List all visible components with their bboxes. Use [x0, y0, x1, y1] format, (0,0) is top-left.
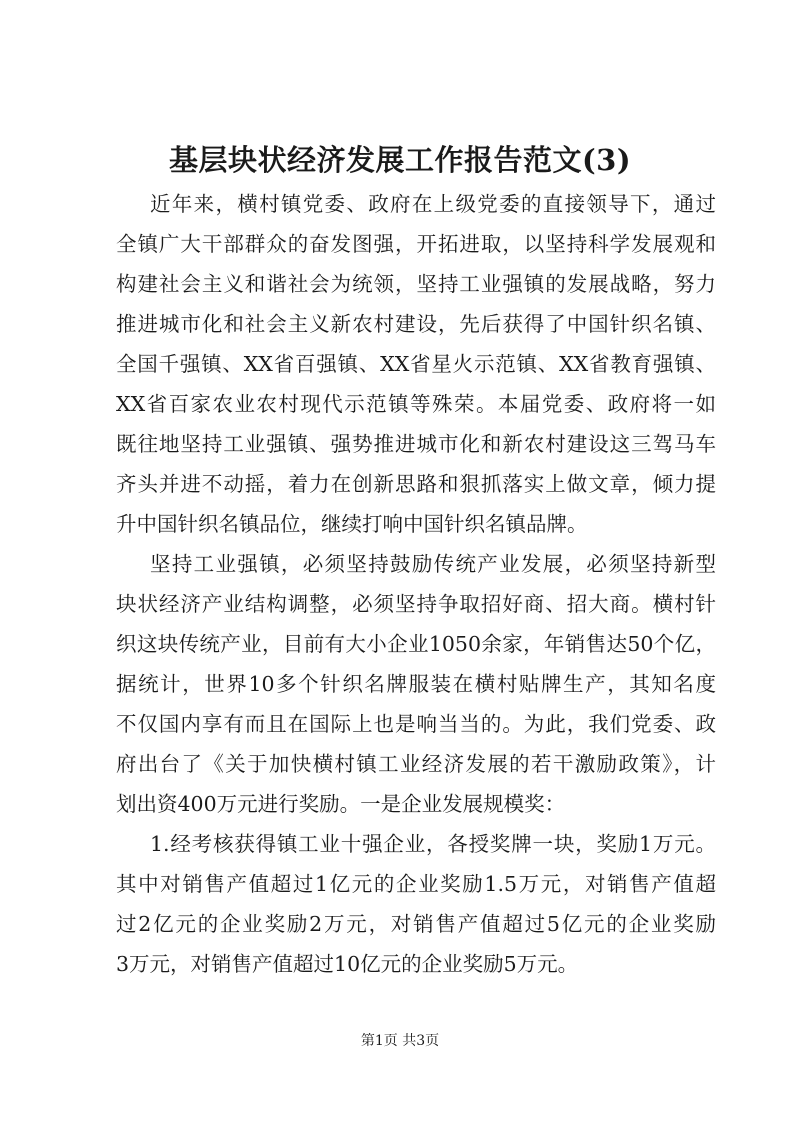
paragraph-2-line-1: 坚持工业强镇，必须坚持鼓励传统产业发展，必须坚持新型 [150, 552, 716, 576]
paragraph-1-line-5: 全国千强镇、XX省百强镇、XX省星火示范镇、XX省教育强镇、 [116, 352, 716, 376]
paragraph-2-line-3: 织这块传统产业，目前有大小企业1050余家，年销售达50个亿， [116, 632, 716, 656]
paragraph-1-line-9: 升中国针织名镇品位，继续打响中国针织名镇品牌。 [116, 512, 588, 536]
paragraph-1-line-1: 近年来，横村镇党委、政府在上级党委的直接领导下，通过 [150, 192, 716, 216]
paragraph-1-line-3: 构建社会主义和谐社会为统领，坚持工业强镇的发展战略，努力 [116, 272, 716, 296]
page-number-footer: 第1页 共3页 [360, 1033, 440, 1049]
paragraph-2-line-2: 块状经济产业结构调整，必须坚持争取招好商、招大商。横村针 [116, 592, 716, 616]
paragraph-3-line-4: 3万元，对销售产值超过10亿元的企业奖励5万元。 [116, 952, 579, 976]
paragraph-3-line-1: 1.经考核获得镇工业十强企业，各授奖牌一块，奖励1万元。 [150, 832, 716, 856]
paragraph-1-line-8: 齐头并进不动摇，着力在创新思路和狠抓落实上做文章，倾力提 [116, 472, 716, 496]
paragraph-2-line-5: 不仅国内享有而且在国际上也是响当当的。为此，我们党委、政 [116, 712, 716, 736]
paragraph-2-line-4: 据统计，世界10多个针织名牌服装在横村贴牌生产，其知名度 [116, 672, 716, 696]
paragraph-2-line-6: 府出台了《关于加快横村镇工业经济发展的若干激励政策》，计 [116, 752, 716, 776]
paragraph-3-line-3: 过2亿元的企业奖励2万元，对销售产值超过5亿元的企业奖励 [116, 912, 716, 936]
paragraph-1-line-6: XX省百家农业农村现代示范镇等殊荣。本届党委、政府将一如 [116, 392, 716, 416]
paragraph-1-line-2: 全镇广大干部群众的奋发图强，开拓进取，以坚持科学发展观和 [116, 232, 716, 256]
paragraph-1-line-4: 推进城市化和社会主义新农村建设，先后获得了中国针织名镇、 [116, 312, 716, 336]
paragraph-1-line-7: 既往地坚持工业强镇、强势推进城市化和新农村建设这三驾马车 [116, 432, 716, 456]
paragraph-3-line-2: 其中对销售产值超过1亿元的企业奖励1.5万元，对销售产值超 [116, 872, 716, 896]
document-title: 基层块状经济发展工作报告范文(3) [168, 143, 632, 177]
paragraph-2-line-7: 划出资400万元进行奖励。一是企业发展规模奖： [116, 792, 566, 816]
